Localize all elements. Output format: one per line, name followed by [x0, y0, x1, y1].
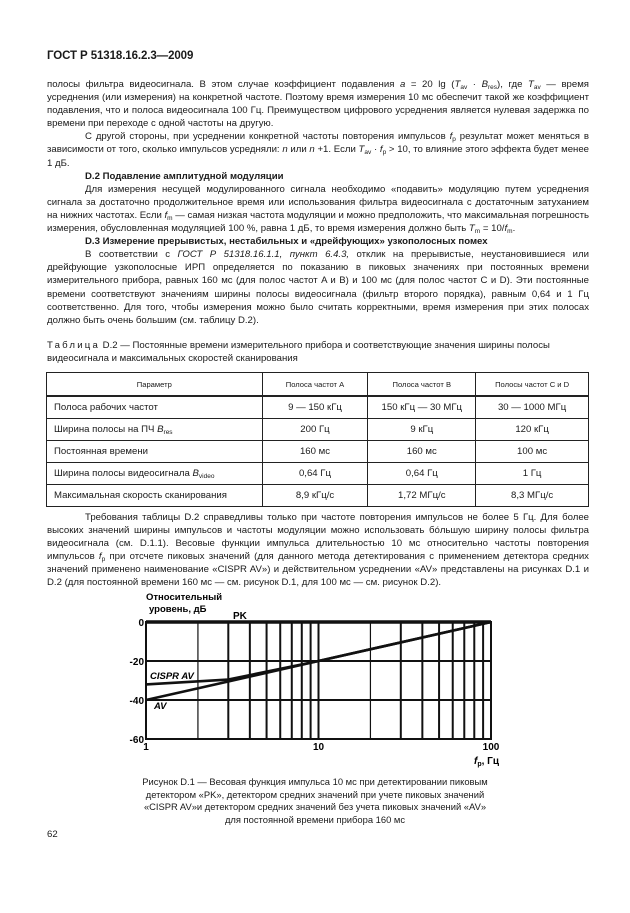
body-text-section-1 [47, 78, 589, 327]
table-cell: 160 мс [368, 441, 476, 463]
y-axis-label: Относительный [146, 592, 223, 603]
table-cell: 9 — 150 кГц [262, 396, 368, 419]
x-tick-label: 10 [312, 742, 325, 753]
table-cell-param: Ширина полосы на ПЧ $B_{res}$ [47, 419, 263, 441]
table-cell: 1 Гц [476, 463, 589, 485]
y-tick-label: -60 [129, 735, 144, 746]
column-header: Полосы частот C и D [476, 373, 589, 397]
body-text-section-2 [47, 511, 589, 590]
table-caption: Таблица D.2 — Постоянные времени измерительного прибора и соответствующие значения ширины полосы видеосигнала и максимальных скоростей сканирования [47, 340, 550, 365]
section-heading-d2: D.2 Подавление амплитудной модуляции [85, 170, 284, 182]
y-axis-label: уровень, дБ [149, 604, 207, 615]
x-axis-label: $f_p$, Гц [474, 756, 499, 768]
table-row [47, 441, 589, 463]
table-cell: 150 кГц — 30 МГц [368, 396, 476, 419]
series-label-av: AV [154, 701, 167, 712]
table-cell-param: Постоянная времени [47, 441, 263, 463]
section-heading-d3: D.3 Измерение прерывистых, нестабильных и «дрейфующих» узкополосных помех [85, 236, 488, 248]
paragraph-pulse-count: С другой стороны, при усреднении конкретной частоты повторения импульсов $f_p$ результат может меняться в зависимости от того, сколько импульсов усредняли: n или n +1. Если $T_{av} \cdot f_p > 10$, то влияние этого эффекта будет менее 1 дБ. [47, 131, 590, 169]
table-cell: 0,64 Гц [368, 463, 476, 485]
table-d2 [46, 372, 589, 507]
series-line-av [146, 622, 491, 700]
x-tick-label: 1 [143, 742, 149, 753]
table-cell: 100 мс [476, 441, 589, 463]
series-label-pk: PK [233, 611, 247, 622]
table-cell: 8,3 МГц/с [476, 485, 589, 507]
table-cell: 120 кГц [476, 419, 589, 441]
table-cell-param: Максимальная скорость сканирования [47, 485, 263, 507]
document-header: ГОСТ Р 51318.16.2.3—2009 [47, 50, 194, 62]
paragraph-weighting: Требования таблицы D.2 справедливы только при частоте повторения импульсов не более 5 Гц. Для более высоких значений ширины импульсов и частоты модуляции можно использовать бóльшую ширину полосы фильтра видеосигнала (см. D.1.1). Весовые функции импульса длительностью 10 мс относительно частоты повторения импульсов $f_p$ при отсчете пиковых значений (для данного метода детектирования с применением детектора средних значений применено наименование «CISPR AV») и действительном усреднении «AV» представлены на рисунках D.1 и D.2 (для постоянной времени 160 мс — см. рисунок D.1, для 100 мс — см. рисунок D.2). [47, 512, 589, 589]
table-cell: 1,72 МГц/с [368, 485, 476, 507]
table-row [47, 419, 589, 441]
table-row [47, 463, 589, 485]
table-cell: 200 Гц [262, 419, 368, 441]
table-cell-param: Полоса рабочих частот [47, 396, 263, 419]
table-header-row [47, 373, 589, 397]
series-label-cispr-av: CISPR AV [150, 671, 194, 682]
y-tick-label: 0 [138, 618, 144, 629]
y-tick-label: -40 [129, 696, 144, 707]
table-row [47, 396, 589, 419]
chart-plot-area [130, 592, 500, 768]
column-header: Параметр [47, 373, 263, 397]
standard-reference: ГОСТ Р 51318.16.1.1, пункт 6.4.3, [177, 249, 350, 261]
paragraph-am-suppression: Для измерения несущей модулированного сигнала необходимо «подавить» модуляцию путем усреднения сигнала за достаточно продолжительное время или использования фильтра видеосигнала с достаточным затуханием на нижних частотах. Если $f_m$ — самая низкая частота модуляции и можно предположить, что максимальная погрешность измерения, обусловленная модуляцией 100 %, равна 1 дБ, то время измерения должно быть $T_m = 10/f_m$. [47, 183, 589, 236]
table-row [47, 485, 589, 507]
table-cell-param: Ширина полосы видеосигнала $B_{video}$ [47, 463, 263, 485]
series-line-cispr-av [146, 622, 491, 684]
table-cell: 9 кГц [368, 419, 476, 441]
table-cell: 8,9 кГц/с [262, 485, 368, 507]
page-number: 62 [47, 829, 58, 840]
y-tick-label: -20 [129, 657, 144, 668]
table-cell: 30 — 1000 МГц [476, 396, 589, 419]
column-header: Полоса частот A [262, 373, 368, 397]
paragraph-intermittent: В соответствии с ГОСТ Р 51318.16.1.1, пункт 6.4.3, отклик на прерывистые, неустановившиеся или дрейфующие узкополосные ИРП определяется по показанию в пиковых значениях при постоянных времени измерительного прибора, равных 160 мс (для полос частот A и B) и 100 мс (для полос частот C и D). Эти постоянные времени соответствуют значениям ширины полосы видеосигнала (фильтр второго порядка), равным 0,64 и 1 Гц соответственно. Для того, чтобы измерения можно было считать корректными, время измерения при этих полосах должно быть очень большим (см. таблицу D.2). [47, 249, 589, 326]
figure-caption: Рисунок D.1 — Весовая функция импульса 10 мс при детектировании пиковым детектором «PK», детектором средних значений при учете пиковых значений «CISPR AV»и детектором средних значений без учета пиковых значений «AV» для постоянной времени прибора 160 мс [142, 776, 488, 825]
table-cell: 0,64 Гц [262, 463, 368, 485]
paragraph-averaging: полосы фильтра видеосигнала. В этом случае коэффициент подавления a = 20 $\lg (T_{av} \cdot B_{res})$, где $T_{av}$ — время усреднения (или измерения) на конкретной частоте. Поэтому время измерения 10 мс обеспечит такой же коэффициент подавления, что и полоса видеосигнала 100 Гц. Преимуществом цифрового усреднения является нулевая задержка по времени при переходе с одной частоты на другую. [47, 79, 590, 130]
x-tick-label: 100 [482, 742, 500, 753]
chart-frame [146, 622, 491, 739]
table-cell: 160 мс [262, 441, 368, 463]
column-header: Полоса частот B [368, 373, 476, 397]
